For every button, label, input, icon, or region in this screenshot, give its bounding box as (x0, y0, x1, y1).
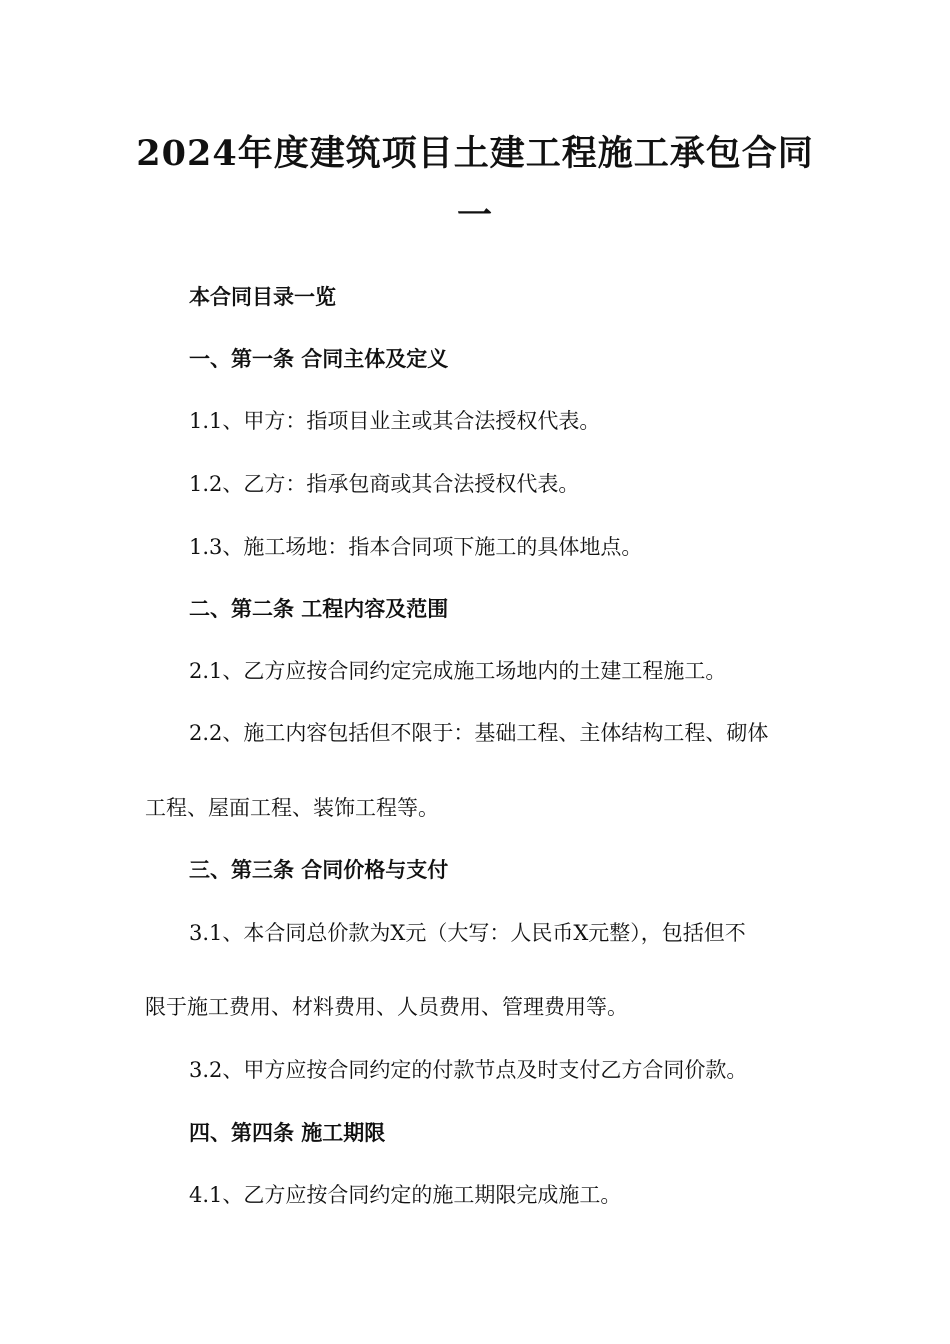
article-3-heading: 三、第三条 合同价格与支付 (189, 857, 449, 882)
clause-3-1-continued: 限于施工费用、材料费用、人员费用、管理费用等。 (145, 995, 628, 1019)
document-title-continued: 一 (456, 195, 493, 236)
article-1-heading: 一、第一条 合同主体及定义 (189, 346, 449, 371)
document-title: 2024年度建筑项目土建工程施工承包合同 (136, 133, 814, 174)
clause-2-1: 2.1、乙方应按合同约定完成施工场地内的土建工程施工。 (189, 659, 727, 683)
article-2-heading: 二、第二条 工程内容及范围 (189, 596, 449, 621)
clause-4-1: 4.1、乙方应按合同约定的施工期限完成施工。 (189, 1183, 622, 1207)
table-of-contents-heading: 本合同目录一览 (189, 284, 336, 309)
clause-1-1: 1.1、甲方：指项目业主或其合法授权代表。 (189, 409, 601, 433)
clause-3-2: 3.2、甲方应按合同约定的付款节点及时支付乙方合同价款。 (189, 1058, 748, 1082)
clause-1-3: 1.3、施工场地：指本合同项下施工的具体地点。 (189, 535, 643, 559)
clause-3-1: 3.1、本合同总价款为X元（大写：人民币X元整），包括但不 (189, 921, 746, 945)
clause-1-2: 1.2、乙方：指承包商或其合法授权代表。 (189, 472, 580, 496)
article-4-heading: 四、第四条 施工期限 (189, 1120, 386, 1145)
clause-2-2: 2.2、施工内容包括但不限于：基础工程、主体结构工程、砌体 (189, 721, 769, 745)
clause-2-2-continued: 工程、屋面工程、装饰工程等。 (145, 796, 439, 820)
